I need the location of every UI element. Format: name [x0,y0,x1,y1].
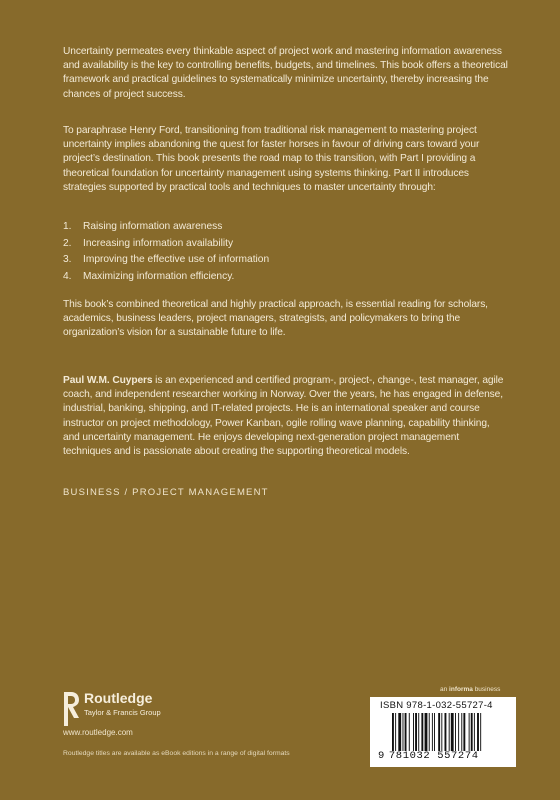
publisher-subtitle: Taylor & Francis Group [84,708,161,717]
list-text: Raising information awareness [83,221,223,232]
barcode-bar [403,713,404,751]
ebook-footnote: Routledge titles are available as eBook editions in a range of digital formats [63,750,290,757]
barcode-bar [474,713,475,751]
list-number: 2. [63,237,72,249]
barcode-bar [438,713,440,751]
description-paragraph-2: To paraphrase Henry Ford, transitioning from traditional risk management to mastering project uncertainty implies abandoning the quest for faster horses in favour of driving cars toward your project’s destination. This book presents the road map to this transition, with Part I providing a theoretical foundation for uncertainty management using systems thinking. Part II introduces strategies supported by practical tools and techniques to master uncertainty through: [63,125,480,193]
list-item [63,252,503,269]
barcode-bar [418,713,419,751]
barcode-bar [409,713,410,751]
description-paragraph-3: This book’s combined theoretical and highly practical approach, is essential reading for scholars, academics, business leaders, project managers, strategists, and policymakers to bring the organization’s vision for a sustainable future to life. [63,299,488,339]
barcode-bar [451,713,454,751]
list-number: 3. [63,254,72,265]
list-text: Maximizing information efficiency. [83,270,235,282]
barcode-bar [471,713,473,751]
barcode-bar [445,713,447,751]
barcode-bar [480,713,481,751]
list-item [63,236,503,253]
category-label: BUSINESS / PROJECT MANAGEMENT [63,487,269,498]
list-item [63,269,503,286]
barcode-icon [392,713,508,751]
informa-brand: informa [449,686,473,693]
routledge-logo-icon [62,692,80,726]
author-bio-text: is an experienced and certified program-, project-, change-, test manager, agile coach, and independent researcher working in Norway. Over the years, he has engaged in defense, industrial, banking, shipping, and IT-related projects. He is an international speaker and course instructor on project methodology, Power Kanban, ogile rolling wave planning, capability thinking, and uncertainty management. He enjoys developing next-generation project management techniques and is passionate about creating the supporting theoretical models. [63,375,504,458]
list-number: 1. [63,221,72,232]
barcode-bar [469,713,470,751]
barcode-bar [429,713,430,751]
list-text: Increasing information availability [83,237,234,249]
barcode-bar [395,713,396,751]
barcode-bar [477,713,479,751]
barcode-number: 9 781032 557274 [378,750,479,762]
barcode-bar [415,713,417,751]
publisher-url: www.routledge.com [63,728,133,737]
barcode-bar [441,713,442,751]
description-paragraph-1: Uncertainty permeates every thinkable aspect of project work and mastering information awareness and availability is the key to controlling benefits, budgets, and timelines. This book offers a theoretical framework and practical guidelines to systematically minimize uncertainty, thereby increasing the chances of project success. [63,46,508,100]
author-bio [63,374,508,459]
author-name: Paul W.M. Cuypers [63,375,153,386]
barcode-bar [432,713,433,751]
strategy-list [63,219,503,285]
barcode-bar [405,713,407,751]
informa-label: an informa business [440,686,501,693]
list-number: 4. [63,270,72,282]
barcode-box [370,697,516,767]
barcode-bar [458,713,459,751]
barcode-bar [421,713,423,751]
barcode-bar [461,713,462,751]
isbn-text: ISBN 978-1-032-55727-4 [380,700,493,711]
barcode-bar [434,713,435,751]
list-item [63,219,503,236]
barcode-bar [425,713,428,751]
barcode-bar [449,713,450,751]
barcode-bar [392,713,394,751]
barcode-bar [413,713,414,751]
publisher-name: Routledge [84,690,153,706]
list-text: Improving the effective use of information [83,254,270,265]
barcode-bar [463,713,465,751]
barcode-bar [398,713,401,751]
barcode-bar [455,713,456,751]
